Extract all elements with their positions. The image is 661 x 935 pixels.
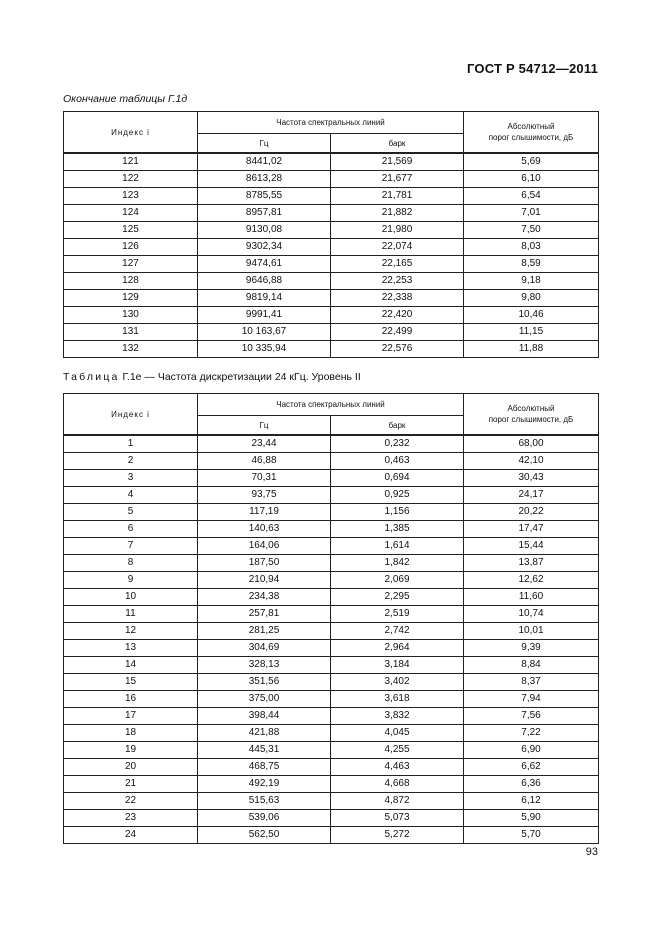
cell-threshold: 9,80: [464, 290, 599, 307]
table1-caption: Окончание таблицы Г.1д: [63, 93, 188, 105]
table-row: [64, 487, 599, 504]
cell-threshold: 20,22: [464, 504, 599, 521]
cell-index: 16: [64, 691, 198, 708]
cell-threshold: 7,94: [464, 691, 599, 708]
cell-index: 14: [64, 657, 198, 674]
cell-hz: 281,25: [198, 623, 331, 640]
cell-index: 132: [64, 341, 198, 358]
cell-index: 15: [64, 674, 198, 691]
cell-hz: 257,81: [198, 606, 331, 623]
cell-threshold: 7,22: [464, 725, 599, 742]
cell-threshold: 6,62: [464, 759, 599, 776]
table-row: [64, 538, 599, 555]
cell-hz: 8441,02: [198, 153, 331, 171]
cell-index: 21: [64, 776, 198, 793]
cell-index: 8: [64, 555, 198, 572]
cell-index: 128: [64, 273, 198, 290]
cell-hz: 515,63: [198, 793, 331, 810]
cell-bark: 22,253: [331, 273, 464, 290]
cell-index: 125: [64, 222, 198, 239]
table2-caption-text: Г.1е — Частота дискретизации 24 кГц. Уровень II: [119, 371, 361, 383]
cell-hz: 93,75: [198, 487, 331, 504]
cell-index: 20: [64, 759, 198, 776]
cell-hz: 9819,14: [198, 290, 331, 307]
cell-index: 10: [64, 589, 198, 606]
cell-bark: 1,614: [331, 538, 464, 555]
table2-caption-label: Таблица: [63, 371, 120, 383]
cell-bark: 3,832: [331, 708, 464, 725]
cell-index: 9: [64, 572, 198, 589]
cell-bark: 22,074: [331, 239, 464, 256]
cell-threshold: 42,10: [464, 453, 599, 470]
table-row: [64, 691, 599, 708]
cell-index: 123: [64, 188, 198, 205]
cell-threshold: 11,60: [464, 589, 599, 606]
cell-bark: 2,069: [331, 572, 464, 589]
table-row: [64, 674, 599, 691]
table-row: [64, 708, 599, 725]
cell-threshold: 6,10: [464, 171, 599, 188]
cell-index: 129: [64, 290, 198, 307]
cell-hz: 10 335,94: [198, 341, 331, 358]
table2-header-freq-group: Частота спектральных линий: [198, 394, 464, 416]
table2-header-threshold-line1: Абсолютный: [507, 404, 555, 413]
cell-threshold: 7,50: [464, 222, 599, 239]
table1-header-index: Индекс i: [64, 112, 198, 154]
table-row: [64, 657, 599, 674]
cell-index: 12: [64, 623, 198, 640]
table2-caption: [63, 371, 361, 383]
cell-bark: 3,618: [331, 691, 464, 708]
cell-bark: 2,519: [331, 606, 464, 623]
cell-threshold: 7,56: [464, 708, 599, 725]
cell-hz: 351,56: [198, 674, 331, 691]
cell-index: 19: [64, 742, 198, 759]
cell-hz: 398,44: [198, 708, 331, 725]
cell-bark: 0,463: [331, 453, 464, 470]
table-row: [64, 324, 599, 341]
table-row: [64, 435, 599, 453]
cell-hz: 304,69: [198, 640, 331, 657]
cell-index: 13: [64, 640, 198, 657]
cell-threshold: 9,39: [464, 640, 599, 657]
table-row: [64, 725, 599, 742]
cell-threshold: 10,01: [464, 623, 599, 640]
cell-index: 124: [64, 205, 198, 222]
table-row: [64, 640, 599, 657]
cell-bark: 22,165: [331, 256, 464, 273]
cell-hz: 9130,08: [198, 222, 331, 239]
table-row: [64, 341, 599, 358]
table1: [63, 111, 599, 358]
cell-bark: 3,184: [331, 657, 464, 674]
cell-bark: 2,742: [331, 623, 464, 640]
cell-threshold: 9,18: [464, 273, 599, 290]
table-row: [64, 205, 599, 222]
table-row: [64, 188, 599, 205]
table-row: [64, 239, 599, 256]
cell-index: 11: [64, 606, 198, 623]
cell-threshold: 11,15: [464, 324, 599, 341]
cell-bark: 2,295: [331, 589, 464, 606]
table-row: [64, 759, 599, 776]
cell-hz: 9991,41: [198, 307, 331, 324]
cell-hz: 164,06: [198, 538, 331, 555]
table2-header-bark: барк: [331, 416, 464, 436]
cell-hz: 492,19: [198, 776, 331, 793]
cell-threshold: 13,87: [464, 555, 599, 572]
cell-bark: 5,073: [331, 810, 464, 827]
cell-index: 130: [64, 307, 198, 324]
cell-bark: 3,402: [331, 674, 464, 691]
cell-threshold: 8,59: [464, 256, 599, 273]
table-row: [64, 810, 599, 827]
table-row: [64, 171, 599, 188]
cell-index: 1: [64, 435, 198, 453]
page-number: 93: [585, 846, 598, 858]
cell-bark: 22,576: [331, 341, 464, 358]
cell-index: 22: [64, 793, 198, 810]
cell-hz: 10 163,67: [198, 324, 331, 341]
cell-threshold: 24,17: [464, 487, 599, 504]
cell-bark: 4,255: [331, 742, 464, 759]
cell-threshold: 6,54: [464, 188, 599, 205]
cell-hz: 234,38: [198, 589, 331, 606]
cell-index: 7: [64, 538, 198, 555]
cell-bark: 4,045: [331, 725, 464, 742]
cell-index: 2: [64, 453, 198, 470]
cell-threshold: 6,12: [464, 793, 599, 810]
cell-bark: 1,385: [331, 521, 464, 538]
cell-bark: 4,872: [331, 793, 464, 810]
cell-hz: 210,94: [198, 572, 331, 589]
table2: [63, 393, 599, 844]
table-row: [64, 453, 599, 470]
cell-threshold: 5,70: [464, 827, 599, 844]
cell-bark: 1,156: [331, 504, 464, 521]
cell-hz: 117,19: [198, 504, 331, 521]
cell-threshold: 15,44: [464, 538, 599, 555]
table-row: [64, 623, 599, 640]
cell-threshold: 68,00: [464, 435, 599, 453]
table-row: [64, 793, 599, 810]
cell-index: 122: [64, 171, 198, 188]
cell-bark: 21,781: [331, 188, 464, 205]
table1-header-threshold: [464, 112, 599, 154]
cell-threshold: 6,36: [464, 776, 599, 793]
cell-bark: 21,882: [331, 205, 464, 222]
cell-hz: 8785,55: [198, 188, 331, 205]
cell-index: 127: [64, 256, 198, 273]
table1-header-hz: Гц: [198, 134, 331, 154]
cell-threshold: 8,84: [464, 657, 599, 674]
table2-header-threshold: [464, 394, 599, 436]
cell-bark: 5,272: [331, 827, 464, 844]
cell-hz: 46,88: [198, 453, 331, 470]
table-row: [64, 307, 599, 324]
cell-hz: 187,50: [198, 555, 331, 572]
cell-threshold: 10,74: [464, 606, 599, 623]
table-row: [64, 290, 599, 307]
cell-threshold: 30,43: [464, 470, 599, 487]
cell-hz: 9474,61: [198, 256, 331, 273]
cell-threshold: 12,62: [464, 572, 599, 589]
cell-threshold: 6,90: [464, 742, 599, 759]
table-row: [64, 470, 599, 487]
table1-header-threshold-line2: порог слышимости, дБ: [488, 133, 574, 142]
cell-bark: 22,338: [331, 290, 464, 307]
cell-threshold: 11,88: [464, 341, 599, 358]
table1-header-bark: барк: [331, 134, 464, 154]
cell-threshold: 10,46: [464, 307, 599, 324]
cell-bark: 21,980: [331, 222, 464, 239]
cell-hz: 445,31: [198, 742, 331, 759]
cell-hz: 328,13: [198, 657, 331, 674]
cell-index: 121: [64, 153, 198, 171]
table-row: [64, 521, 599, 538]
table1-body: [64, 153, 599, 358]
cell-hz: 468,75: [198, 759, 331, 776]
table2-header-threshold-line2: порог слышимости, дБ: [488, 415, 574, 424]
cell-bark: 0,925: [331, 487, 464, 504]
table2-header-hz: Гц: [198, 416, 331, 436]
cell-hz: 9302,34: [198, 239, 331, 256]
table-row: [64, 153, 599, 171]
cell-bark: 22,420: [331, 307, 464, 324]
cell-bark: 4,668: [331, 776, 464, 793]
table-row: [64, 742, 599, 759]
cell-index: 126: [64, 239, 198, 256]
cell-index: 17: [64, 708, 198, 725]
table-row: [64, 222, 599, 239]
cell-bark: 2,964: [331, 640, 464, 657]
cell-bark: 4,463: [331, 759, 464, 776]
cell-bark: 21,677: [331, 171, 464, 188]
table2-header-index: Индекс i: [64, 394, 198, 436]
cell-index: 18: [64, 725, 198, 742]
table-row: [64, 504, 599, 521]
cell-hz: 421,88: [198, 725, 331, 742]
cell-hz: 9646,88: [198, 273, 331, 290]
cell-index: 5: [64, 504, 198, 521]
cell-hz: 140,63: [198, 521, 331, 538]
table1-header-threshold-line1: Абсолютный: [507, 122, 555, 131]
table1-header-freq-group: Частота спектральных линий: [198, 112, 464, 134]
standard-code: ГОСТ Р 54712—2011: [467, 61, 598, 76]
cell-index: 6: [64, 521, 198, 538]
table-row: [64, 776, 599, 793]
cell-bark: 22,499: [331, 324, 464, 341]
cell-threshold: 7,01: [464, 205, 599, 222]
cell-index: 23: [64, 810, 198, 827]
table-row: [64, 606, 599, 623]
cell-bark: 1,842: [331, 555, 464, 572]
cell-threshold: 17,47: [464, 521, 599, 538]
cell-hz: 8957,81: [198, 205, 331, 222]
cell-hz: 562,50: [198, 827, 331, 844]
cell-threshold: 5,90: [464, 810, 599, 827]
cell-bark: 0,232: [331, 435, 464, 453]
cell-bark: 21,569: [331, 153, 464, 171]
table-row: [64, 827, 599, 844]
table-row: [64, 572, 599, 589]
cell-threshold: 5,69: [464, 153, 599, 171]
cell-hz: 375,00: [198, 691, 331, 708]
cell-threshold: 8,37: [464, 674, 599, 691]
table-row: [64, 589, 599, 606]
cell-index: 131: [64, 324, 198, 341]
cell-threshold: 8,03: [464, 239, 599, 256]
table-row: [64, 273, 599, 290]
cell-bark: 0,694: [331, 470, 464, 487]
cell-hz: 70,31: [198, 470, 331, 487]
cell-index: 24: [64, 827, 198, 844]
cell-index: 4: [64, 487, 198, 504]
cell-hz: 23,44: [198, 435, 331, 453]
cell-hz: 539,06: [198, 810, 331, 827]
cell-hz: 8613,28: [198, 171, 331, 188]
table2-body: [64, 435, 599, 844]
table-row: [64, 555, 599, 572]
cell-index: 3: [64, 470, 198, 487]
table-row: [64, 256, 599, 273]
